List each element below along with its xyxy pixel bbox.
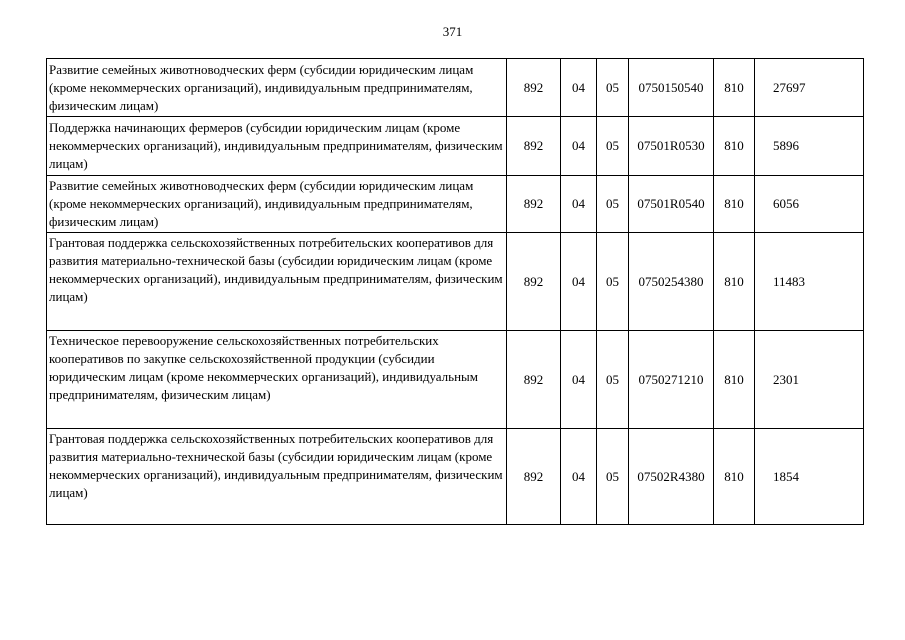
expense-name-cell: Техническое перевооружение сельскохозяйственных потребительских кооперативов по закупке сельскохозяйственной продукции (субсидии юридическим лицам (кроме некоммерческих организаций), индивидуальным предпринимателям, физическим лицам): [47, 331, 507, 429]
subsection-code-cell: 05: [597, 176, 629, 233]
table-row: [47, 331, 864, 429]
section-code-cell: 04: [561, 331, 597, 429]
table-row: [47, 233, 864, 331]
amount-cell: 2301: [755, 331, 864, 429]
department-code-cell: 892: [507, 331, 561, 429]
target-article-code-cell: 0750254380: [629, 233, 714, 331]
amount-cell: 6056: [755, 176, 864, 233]
subsection-code-cell: 05: [597, 331, 629, 429]
target-article-code-cell: 07501R0530: [629, 117, 714, 176]
table-row: [47, 176, 864, 233]
expense-name-cell: Развитие семейных животноводческих ферм (субсидии юридическим лицам (кроме некоммерческих организаций), индивидуальным предпринимателям, физическим лицам): [47, 176, 507, 233]
target-article-code-cell: 0750271210: [629, 331, 714, 429]
table-row: [47, 117, 864, 176]
target-article-code-cell: 07501R0540: [629, 176, 714, 233]
amount-cell: 11483: [755, 233, 864, 331]
expense-type-code-cell: 810: [714, 59, 755, 117]
section-code-cell: 04: [561, 233, 597, 331]
table-row: [47, 59, 864, 117]
subsection-code-cell: 05: [597, 429, 629, 525]
table-row: [47, 429, 864, 525]
page-number: 371: [442, 24, 463, 39]
department-code-cell: 892: [507, 117, 561, 176]
target-article-code-cell: 07502R4380: [629, 429, 714, 525]
department-code-cell: 892: [507, 429, 561, 525]
expense-type-code-cell: 810: [714, 176, 755, 233]
expense-name-cell: Развитие семейных животноводческих ферм (субсидии юридическим лицам (кроме некоммерческих организаций), индивидуальным предпринимателям, физическим лицам): [47, 59, 507, 117]
amount-cell: 5896: [755, 117, 864, 176]
expense-name-cell: Поддержка начинающих фермеров (субсидии юридическим лицам (кроме некоммерческих организаций), индивидуальным предпринимателям, физическим лицам): [47, 117, 507, 176]
section-code-cell: 04: [561, 59, 597, 117]
target-article-code-cell: 0750150540: [629, 59, 714, 117]
expense-name-cell: Грантовая поддержка сельскохозяйственных потребительских кооперативов для развития материально-технической базы (субсидии юридическим лицам (кроме некоммерческих организаций), индивидуальным предпринимателям, физическим лицам): [47, 233, 507, 331]
subsection-code-cell: 05: [597, 59, 629, 117]
section-code-cell: 04: [561, 117, 597, 176]
department-code-cell: 892: [507, 59, 561, 117]
department-code-cell: 892: [507, 176, 561, 233]
section-code-cell: 04: [561, 176, 597, 233]
amount-cell: 27697: [755, 59, 864, 117]
section-code-cell: 04: [561, 429, 597, 525]
expense-type-code-cell: 810: [714, 331, 755, 429]
expense-type-code-cell: 810: [714, 429, 755, 525]
expense-type-code-cell: 810: [714, 233, 755, 331]
amount-cell: 1854: [755, 429, 864, 525]
expense-name-cell: Грантовая поддержка сельскохозяйственных потребительских кооперативов для развития материально-технической базы (субсидии юридическим лицам (кроме некоммерческих организаций), индивидуальным предпринимателям, физическим лицам): [47, 429, 507, 525]
subsection-code-cell: 05: [597, 233, 629, 331]
expense-type-code-cell: 810: [714, 117, 755, 176]
department-code-cell: 892: [507, 233, 561, 331]
budget-table: [46, 58, 864, 525]
subsection-code-cell: 05: [597, 117, 629, 176]
